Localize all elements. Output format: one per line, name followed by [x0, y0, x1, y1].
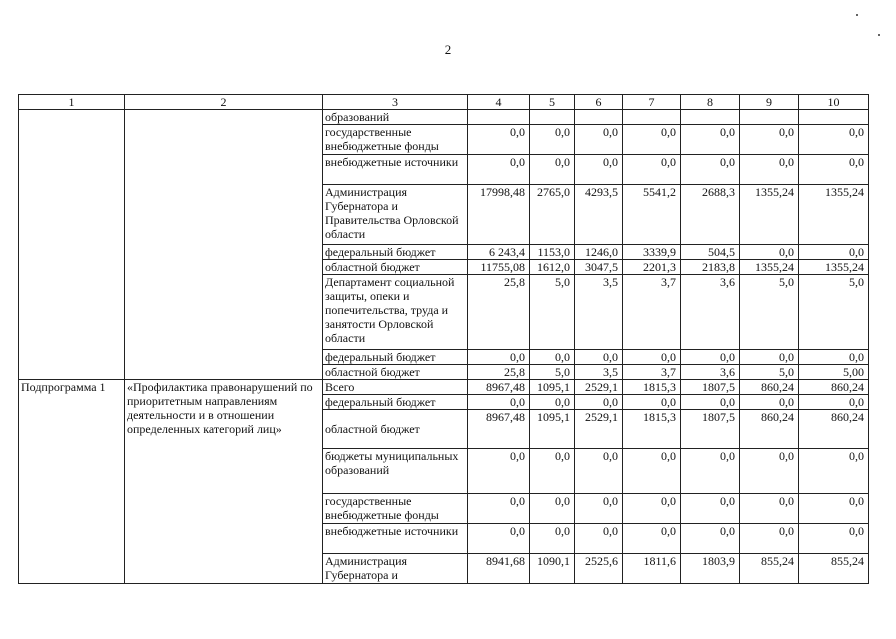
value-cell: 0,0	[468, 524, 530, 554]
value-cell: 0,0	[623, 494, 681, 524]
value-cell: 0,0	[530, 155, 575, 185]
value-cell: 0,0	[623, 350, 681, 365]
column-header: 5	[530, 95, 575, 110]
column-header: 7	[623, 95, 681, 110]
value-cell: 5541,2	[623, 185, 681, 245]
subprogram-title: «Профилактика правонарушений по приоритетным направлениям деятельности и в отношении определенных категорий лиц»	[125, 380, 323, 584]
column-header: 1	[19, 95, 125, 110]
value-cell: 0,0	[799, 494, 869, 524]
column-header-row	[19, 95, 869, 110]
value-cell: 3,5	[575, 365, 623, 380]
scan-speck	[856, 14, 858, 16]
value-cell: 5,0	[530, 365, 575, 380]
empty-cell	[19, 110, 125, 380]
value-cell: 0,0	[681, 494, 740, 524]
value-cell	[740, 110, 799, 125]
row-label: федеральный бюджет	[323, 395, 468, 410]
value-cell: 6 243,4	[468, 245, 530, 260]
value-cell: 0,0	[623, 125, 681, 155]
column-header: 2	[125, 95, 323, 110]
value-cell: 855,24	[740, 554, 799, 584]
value-cell: 4293,5	[575, 185, 623, 245]
value-cell: 3,6	[681, 365, 740, 380]
value-cell: 0,0	[575, 125, 623, 155]
row-label: федеральный бюджет	[323, 245, 468, 260]
value-cell: 0,0	[530, 395, 575, 410]
value-cell: 1811,6	[623, 554, 681, 584]
value-cell: 0,0	[799, 524, 869, 554]
value-cell: 0,0	[468, 125, 530, 155]
row-label: областной бюджет	[323, 365, 468, 380]
value-cell: 0,0	[530, 524, 575, 554]
value-cell: 1803,9	[681, 554, 740, 584]
value-cell: 3,7	[623, 275, 681, 350]
value-cell: 0,0	[575, 449, 623, 494]
row-label: внебюджетные источники	[323, 524, 468, 554]
value-cell: 0,0	[575, 395, 623, 410]
value-cell: 0,0	[623, 449, 681, 494]
value-cell: 3047,5	[575, 260, 623, 275]
value-cell: 2525,6	[575, 554, 623, 584]
value-cell	[799, 110, 869, 125]
value-cell: 0,0	[575, 155, 623, 185]
value-cell: 0,0	[681, 155, 740, 185]
value-cell: 1355,24	[740, 260, 799, 275]
table-row	[19, 380, 869, 395]
value-cell: 0,0	[681, 449, 740, 494]
column-header: 10	[799, 95, 869, 110]
row-label: областной бюджет	[323, 260, 468, 275]
value-cell: 0,0	[799, 245, 869, 260]
row-label: областной бюджет	[323, 410, 468, 449]
value-cell: 1355,24	[799, 185, 869, 245]
value-cell: 0,0	[740, 155, 799, 185]
value-cell: 5,0	[740, 365, 799, 380]
row-label: Департамент социальной защиты, опеки и попечительства, труда и занятости Орловской области	[323, 275, 468, 350]
value-cell: 1355,24	[740, 185, 799, 245]
row-label: Администрация Губернатора и Правительства Орловской области	[323, 185, 468, 245]
value-cell: 0,0	[740, 350, 799, 365]
value-cell: 1815,3	[623, 380, 681, 395]
value-cell: 860,24	[740, 410, 799, 449]
value-cell: 0,0	[740, 524, 799, 554]
value-cell: 0,0	[799, 125, 869, 155]
value-cell: 5,00	[799, 365, 869, 380]
value-cell: 860,24	[799, 410, 869, 449]
value-cell: 3,7	[623, 365, 681, 380]
value-cell: 3339,9	[623, 245, 681, 260]
value-cell	[530, 110, 575, 125]
row-label: федеральный бюджет	[323, 350, 468, 365]
value-cell: 8941,68	[468, 554, 530, 584]
value-cell: 0,0	[530, 494, 575, 524]
value-cell: 1095,1	[530, 380, 575, 395]
row-label: государственные внебюджетные фонды	[323, 494, 468, 524]
column-header: 8	[681, 95, 740, 110]
value-cell: 3,6	[681, 275, 740, 350]
subprogram-label: Подпрограмма 1	[19, 380, 125, 584]
value-cell: 8967,48	[468, 380, 530, 395]
value-cell: 0,0	[623, 155, 681, 185]
value-cell: 3,5	[575, 275, 623, 350]
column-header: 3	[323, 95, 468, 110]
value-cell: 0,0	[468, 494, 530, 524]
value-cell: 5,0	[740, 275, 799, 350]
value-cell	[575, 110, 623, 125]
value-cell: 0,0	[623, 395, 681, 410]
value-cell: 2529,1	[575, 410, 623, 449]
value-cell	[681, 110, 740, 125]
row-label: Администрация Губернатора и	[323, 554, 468, 584]
value-cell: 0,0	[468, 395, 530, 410]
value-cell: 860,24	[799, 380, 869, 395]
value-cell	[468, 110, 530, 125]
table-row	[19, 110, 869, 125]
value-cell: 25,8	[468, 275, 530, 350]
value-cell: 860,24	[740, 380, 799, 395]
value-cell: 1153,0	[530, 245, 575, 260]
value-cell: 2201,3	[623, 260, 681, 275]
value-cell: 1095,1	[530, 410, 575, 449]
value-cell: 0,0	[740, 449, 799, 494]
row-label: образований	[323, 110, 468, 125]
value-cell: 0,0	[575, 350, 623, 365]
value-cell: 0,0	[799, 449, 869, 494]
value-cell: 0,0	[575, 494, 623, 524]
value-cell: 0,0	[468, 449, 530, 494]
value-cell: 0,0	[681, 395, 740, 410]
value-cell: 1807,5	[681, 380, 740, 395]
value-cell: 2183,8	[681, 260, 740, 275]
value-cell: 2765,0	[530, 185, 575, 245]
value-cell: 0,0	[681, 350, 740, 365]
value-cell: 8967,48	[468, 410, 530, 449]
value-cell: 0,0	[681, 125, 740, 155]
value-cell: 0,0	[623, 524, 681, 554]
column-header: 4	[468, 95, 530, 110]
value-cell: 11755,08	[468, 260, 530, 275]
value-cell: 17998,48	[468, 185, 530, 245]
value-cell	[623, 110, 681, 125]
row-label: внебюджетные источники	[323, 155, 468, 185]
value-cell: 1246,0	[575, 245, 623, 260]
value-cell: 0,0	[799, 395, 869, 410]
value-cell: 855,24	[799, 554, 869, 584]
empty-cell	[125, 110, 323, 380]
value-cell: 0,0	[740, 494, 799, 524]
scan-speck	[878, 34, 880, 36]
value-cell: 1355,24	[799, 260, 869, 275]
value-cell: 0,0	[740, 245, 799, 260]
value-cell: 5,0	[530, 275, 575, 350]
budget-table	[18, 94, 869, 584]
column-header: 9	[740, 95, 799, 110]
column-header: 6	[575, 95, 623, 110]
row-label: бюджеты муниципальных образований	[323, 449, 468, 494]
value-cell: 0,0	[575, 524, 623, 554]
value-cell: 0,0	[799, 155, 869, 185]
value-cell: 0,0	[530, 125, 575, 155]
value-cell: 0,0	[740, 125, 799, 155]
value-cell: 2688,3	[681, 185, 740, 245]
value-cell: 0,0	[681, 524, 740, 554]
value-cell: 5,0	[799, 275, 869, 350]
page-number: 2	[444, 42, 452, 57]
value-cell: 0,0	[530, 449, 575, 494]
value-cell: 2529,1	[575, 380, 623, 395]
value-cell: 0,0	[740, 395, 799, 410]
row-label: Всего	[323, 380, 468, 395]
value-cell: 0,0	[468, 350, 530, 365]
value-cell: 25,8	[468, 365, 530, 380]
value-cell: 504,5	[681, 245, 740, 260]
value-cell: 0,0	[468, 155, 530, 185]
value-cell: 1807,5	[681, 410, 740, 449]
value-cell: 1815,3	[623, 410, 681, 449]
value-cell: 1090,1	[530, 554, 575, 584]
value-cell: 1612,0	[530, 260, 575, 275]
row-label: государственные внебюджетные фонды	[323, 125, 468, 155]
value-cell: 0,0	[799, 350, 869, 365]
value-cell: 0,0	[530, 350, 575, 365]
